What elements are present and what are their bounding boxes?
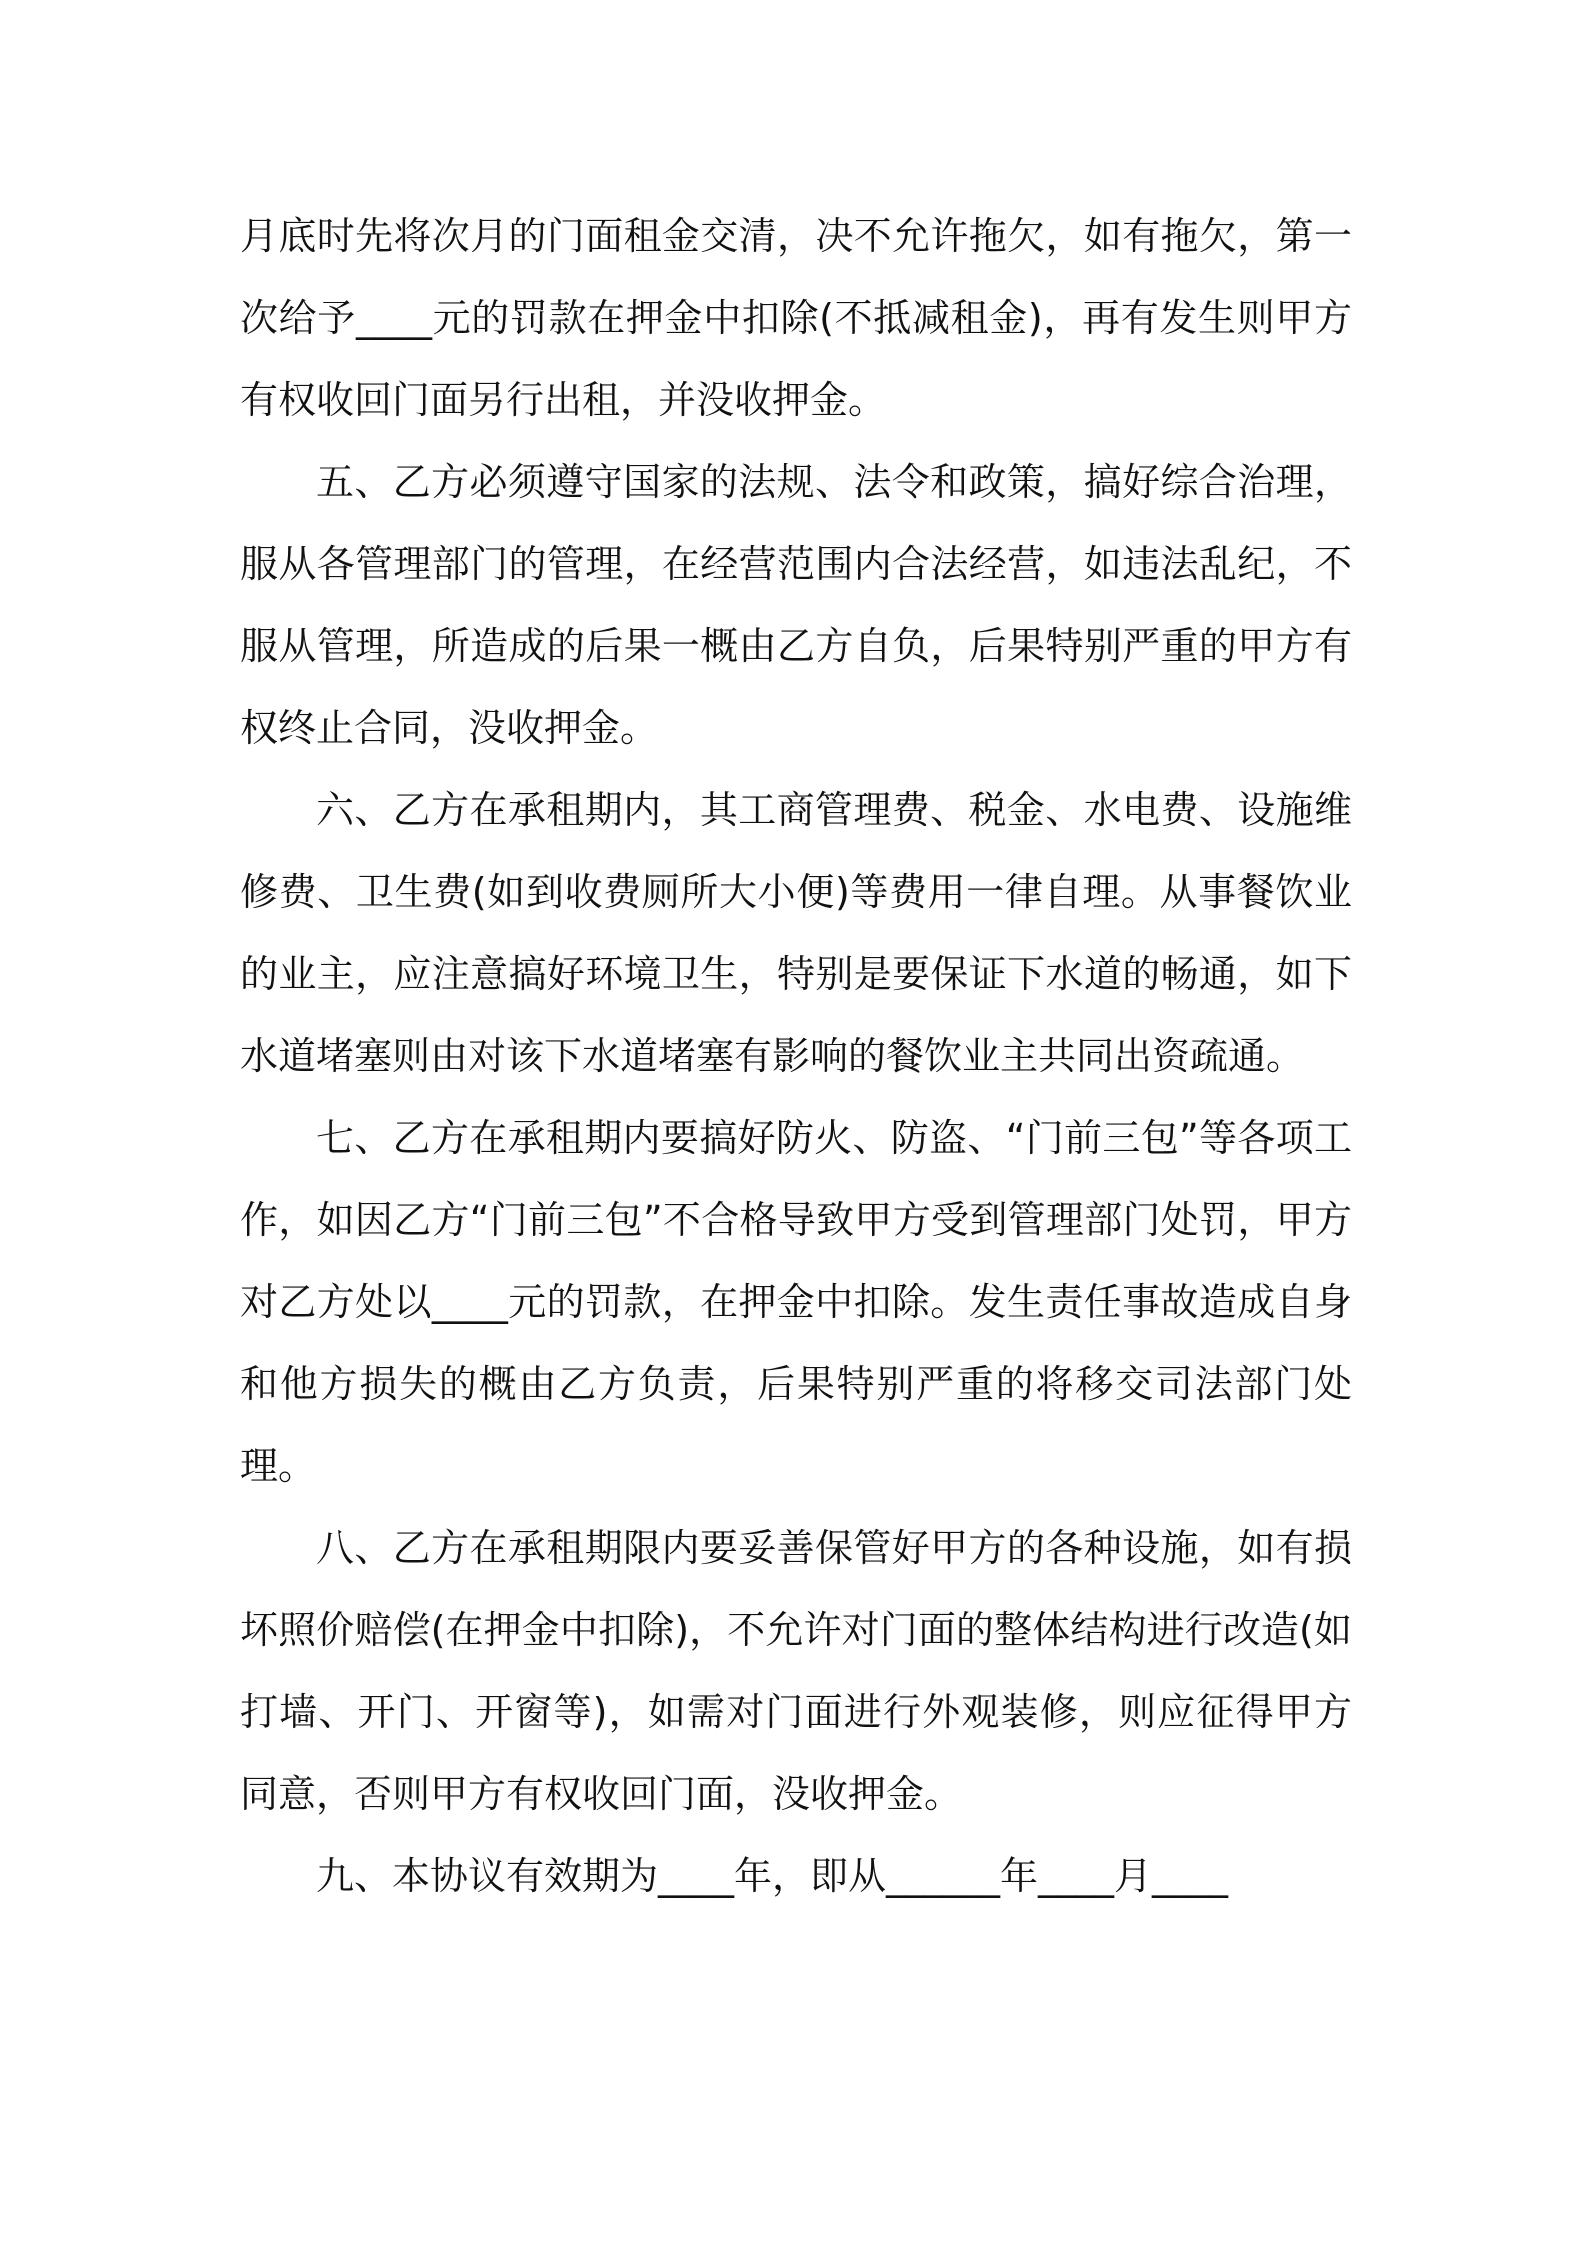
paragraph-clause-8: 八、乙方在承租期限内要妥善保管好甲方的各种设施，如有损坏照价赔偿(在押金中扣除)，不允许对门面的整体结构进行改造(如打墙、开门、开窗等)，如需对门面进行外观装修，则应征得甲方同意，否则甲方有权收回门面，没收押金。	[240, 1526, 1352, 1816]
paragraph-clause-5: 五、乙方必须遵守国家的法规、法令和政策，搞好综合治理，服从各管理部门的管理，在经营范围内合法经营，如违法乱纪，不服从管理，所造成的后果一概由乙方自负，后果特别严重的甲方有权终止合同，没收押金。	[240, 460, 1352, 750]
paragraph-rent-payment: 月底时先将次月的门面租金交清，决不允许拖欠，如有拖欠，第一次给予____元的罚款在押金中扣除(不抵减租金)，再有发生则甲方有权收回门面另行出租，并没收押金。	[240, 214, 1352, 422]
paragraph-clause-7: 七、乙方在承租期内要搞好防火、防盗、“门前三包”等各项工作，如因乙方“门前三包”不合格导致甲方受到管理部门处罚，甲方对乙方处以____元的罚款，在押金中扣除。发生责任事故造成自身和他方损失的概由乙方负责，后果特别严重的将移交司法部门处理。	[240, 1116, 1352, 1488]
document-body	[240, 195, 1352, 1917]
paragraph-clause-9: 九、本协议有效期为____年，即从______年____月____	[316, 1854, 1229, 1898]
paragraph-clause-6: 六、乙方在承租期内，其工商管理费、税金、水电费、设施维修费、卫生费(如到收费厕所大小便)等费用一律自理。从事餐饮业的业主，应注意搞好环境卫生，特别是要保证下水道的畅通，如下水道堵塞则由对该下水道堵塞有影响的餐饮业主共同出资疏通。	[240, 788, 1352, 1078]
